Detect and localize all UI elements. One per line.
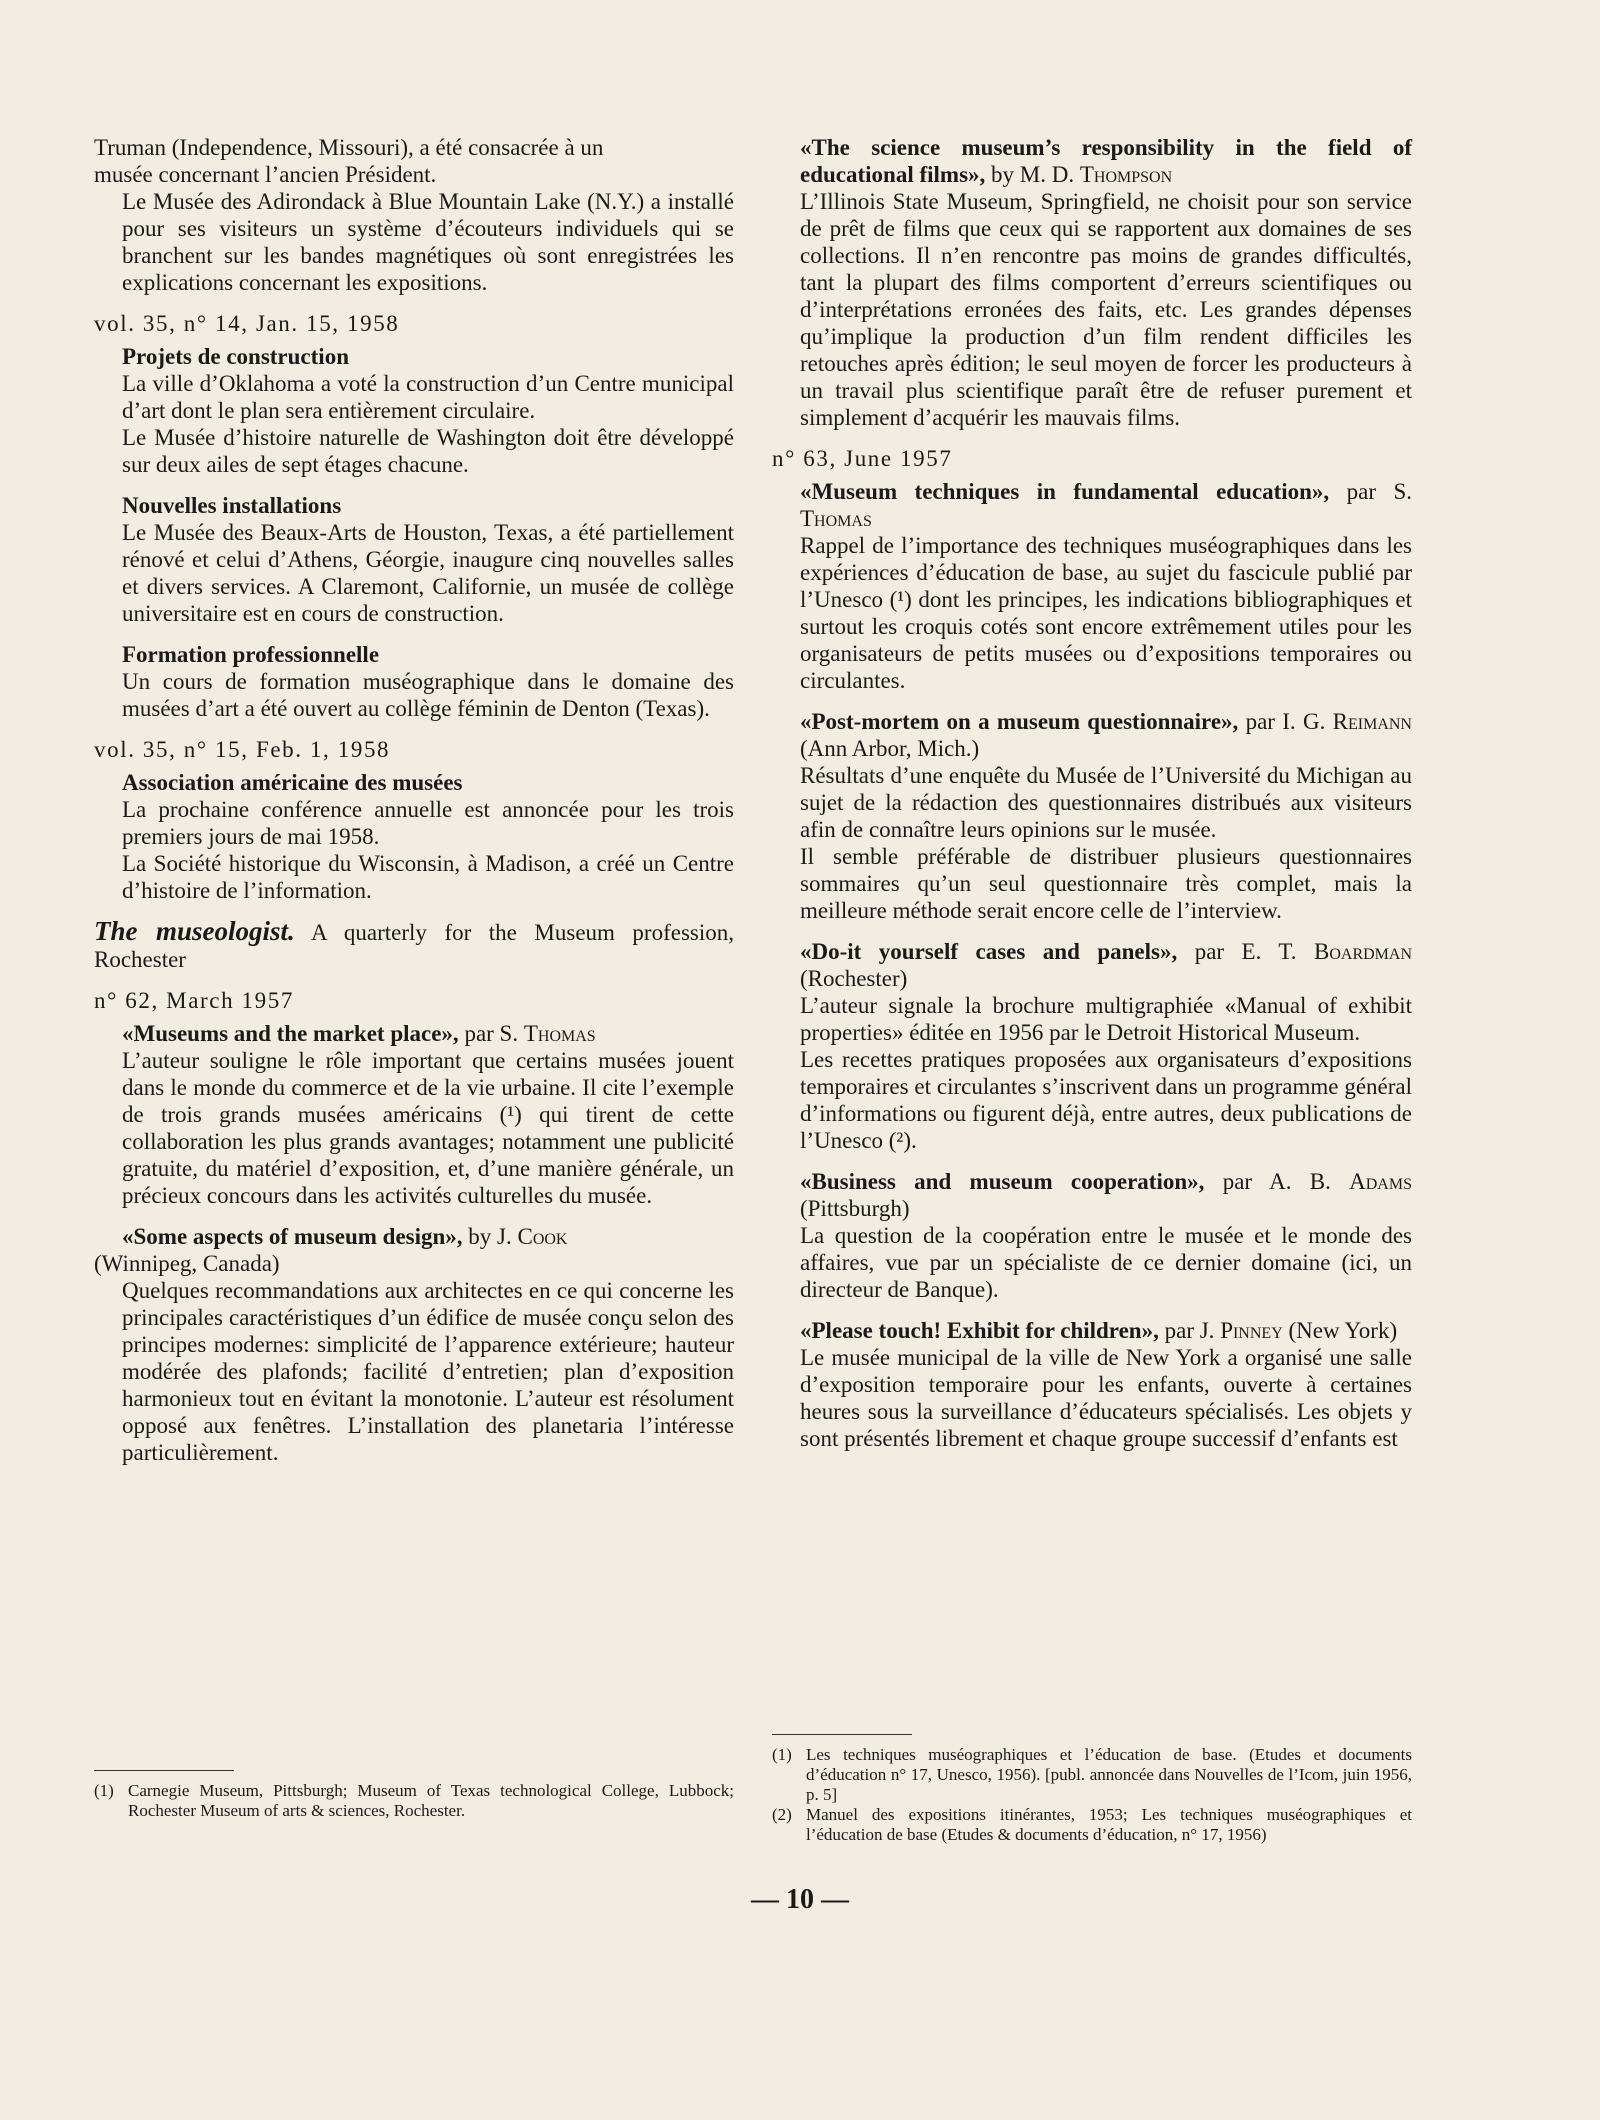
journal-title: The museologist. bbox=[94, 916, 295, 946]
article-heading: «Some aspects of museum design», by J. Cook bbox=[122, 1224, 568, 1249]
issue-heading: vol. 35, n° 15, Feb. 1, 1958 bbox=[94, 737, 391, 762]
issue-heading: vol. 35, n° 14, Jan. 15, 1958 bbox=[94, 311, 400, 336]
article-heading: «The science museum’s responsibility in the field of educational films», by M. D. Thompson bbox=[800, 135, 1412, 187]
paragraph: La question de la coopération entre le musée et le monde des affaires, vue par un spécialiste de ce dernier domaine (ici, un directeur de Banque). bbox=[800, 1223, 1412, 1302]
journal-entry: The museologist. A quarterly for the Museum profession, Rochester bbox=[94, 916, 735, 972]
paragraph: Les recettes pratiques proposées aux organisateurs d’expositions temporaires et circulantes s’inscrivent dans un programme général d’informations ou figurent déjà, entre autres, deux publications de l’Unesco (²). bbox=[800, 1047, 1412, 1153]
article-heading: «Museums and the market place», par S. Thomas bbox=[122, 1021, 596, 1046]
article-heading: «Post-mortem on a museum questionnaire», par I. G. Reimann (Ann Arbor, Mich.) bbox=[800, 709, 1412, 761]
paragraph: Résultats d’une enquête du Musée de l’Université du Michigan au sujet de la rédaction des questionnaires distribués aux visiteurs afin de connaître leurs opinions sur le musée. bbox=[800, 763, 1412, 842]
paragraph: Il semble préférable de distribuer plusieurs questionnaires sommaires qu’un seul questionnaire très complet, mais la meilleure méthode serait encore celle de l’interview. bbox=[800, 844, 1412, 923]
article-heading: «Do-it yourself cases and panels», par E. T. Boardman (Rochester) bbox=[800, 939, 1413, 991]
issue-heading: n° 63, June 1957 bbox=[772, 446, 953, 471]
paragraph: L’Illinois State Museum, Springfield, ne choisit pour son service de prêt de films que ceux qui se rapportent aux domaines de ses collections. Il n’en rencontre pas moins de grandes difficultés, tant la plupart des films comportent d’erreurs scientifiques ou d’interprétations erronées des faits, etc. Les grandes dépenses qu’implique la production d’un film rendent difficiles les retouches après édition; le seul moyen de forcer les producteurs à un travail plus scientifique paraît être de refuser purement et simplement d’acquérir les mauvais films. bbox=[800, 189, 1412, 430]
paragraph: Rappel de l’importance des techniques muséographiques dans les expériences d’éducation de base, au sujet du fascicule publié par l’Unesco (¹) dont les principes, les indications bibliographiques et surtout les croquis cotés sont encore extrêmement utiles pour les organisateurs de petits musées ou d’expositions temporaires ou circulantes. bbox=[800, 533, 1412, 693]
article-heading: «Please touch! Exhibit for children», par J. Pinney (New York) bbox=[800, 1318, 1398, 1343]
footnote: (1) Les techniques muséographiques et l’éducation de base. (Etudes et documents d’éducation n° 17, Unesco, 1956). [publ. annoncée dans Nouvelles de l’Icom, juin 1956, p. 5] bbox=[772, 1745, 1412, 1804]
footnote-divider bbox=[94, 1770, 234, 1771]
page-number: — 10 — bbox=[751, 1884, 849, 1915]
paragraph: La Société historique du Wisconsin, à Madison, a créé un Centre d’histoire de l’information. bbox=[122, 851, 734, 903]
issue-heading: n° 62, March 1957 bbox=[94, 988, 294, 1013]
footnotes-left bbox=[94, 1754, 734, 1821]
paragraph: Le musée municipal de la ville de New York a organisé une salle d’exposition temporaire pour les enfants, ouverte à certaines heures sous la surveillance d’éducateurs spécialisés. Les objets y sont présentés librement et chaque groupe successif d’enfants est bbox=[800, 1345, 1412, 1451]
article-place: (Winnipeg, Canada) bbox=[94, 1251, 280, 1276]
paragraph: L’auteur souligne le rôle important que certains musées jouent dans le monde du commerce et de la vie urbaine. Il cite l’exemple de trois grands musées américains (¹) qui tirent de cette collaboration les plus grands avantages; notamment une publicité gratuite, du matériel d’exposition, et, d’une manière générale, un précieux concours dans les activités culturelles du musée. bbox=[122, 1048, 734, 1208]
paragraph: Un cours de formation muséographique dans le domaine des musées d’art a été ouvert au collège féminin de Denton (Texas). bbox=[122, 669, 734, 721]
footnotes-right bbox=[772, 1718, 1412, 1845]
paragraph: Le Musée des Beaux-Arts de Houston, Texas, a été partiellement rénové et celui d’Athens, Géorgie, inaugure cinq nouvelles salles et divers services. A Claremont, Californie, un musée de collège universitaire est en cours de construction. bbox=[122, 520, 734, 626]
footnote-divider bbox=[772, 1734, 912, 1735]
intro-line: Truman (Independence, Missouri), a été consacrée à un bbox=[94, 135, 604, 160]
footnote: (1) Carnegie Museum, Pittsburgh; Museum of Texas technological College, Lubbock; Rochester Museum of arts & sciences, Rochester. bbox=[94, 1781, 734, 1820]
right-column bbox=[772, 134, 1412, 1452]
section-heading: Association américaine des musées bbox=[122, 770, 463, 795]
paragraph: La prochaine conférence annuelle est annoncée pour les trois premiers jours de mai 1958. bbox=[122, 797, 734, 849]
paragraph: La ville d’Oklahoma a voté la construction d’un Centre municipal d’art dont le plan sera entièrement circulaire. bbox=[122, 371, 734, 423]
intro-line: musée concernant l’ancien Président. bbox=[94, 162, 437, 187]
adirondack-paragraph: Le Musée des Adirondack à Blue Mountain Lake (N.Y.) a installé pour ses visiteurs un système d’écouteurs individuels qui se branchent sur les bandes magnétiques où sont enregistrées les explications concernant les expositions. bbox=[122, 189, 734, 295]
footnote: (2) Manuel des expositions itinérantes, 1953; Les techniques muséographiques et l’éducation de base (Etudes & documents d’éducation, n° 17, 1956) bbox=[772, 1805, 1412, 1844]
article-heading: «Business and museum cooperation», par A. B. Adams (Pittsburgh) bbox=[800, 1169, 1412, 1221]
paragraph: Le Musée d’histoire naturelle de Washington doit être développé sur deux ailes de sept étages chacune. bbox=[122, 425, 734, 477]
section-heading: Formation professionnelle bbox=[122, 642, 380, 667]
paragraph: Quelques recommandations aux architectes en ce qui concerne les principales caractéristiques d’un édifice de musée conçu selon des principes modernes: simplicité de l’apparence extérieure; hauteur modérée des plafonds; facilité d’entretien; plan d’exposition harmonieux tout en évitant la monotonie. L’auteur est résolument opposé aux fenêtres. L’installation des planetaria l’intéresse particulièrement. bbox=[122, 1278, 734, 1465]
section-heading: Projets de construction bbox=[122, 344, 349, 369]
left-column bbox=[94, 134, 734, 1466]
section-heading: Nouvelles installations bbox=[122, 493, 342, 518]
paragraph: L’auteur signale la brochure multigraphiée «Manual of exhibit properties» éditée en 1956 par le Detroit Historical Museum. bbox=[800, 993, 1412, 1045]
article-heading: «Museum techniques in fundamental education», par S. Thomas bbox=[800, 479, 1412, 531]
